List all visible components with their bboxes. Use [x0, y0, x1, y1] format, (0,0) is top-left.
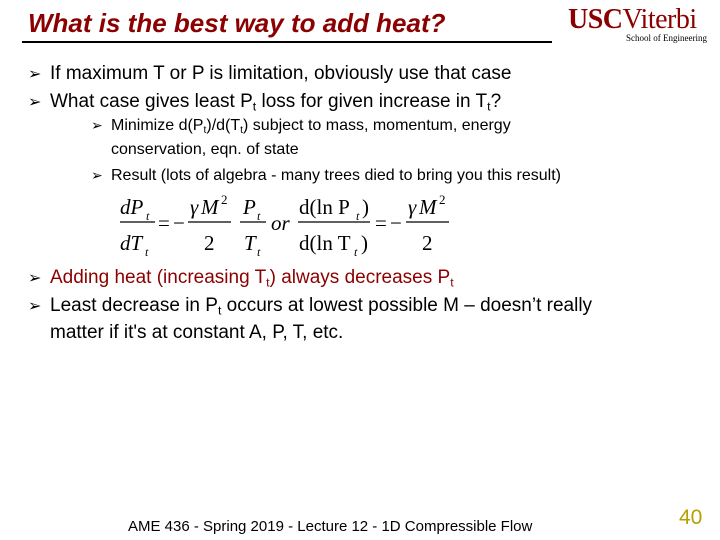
- bullet-2: [28, 91, 501, 114]
- sub-bullet-1-a: Minimize d(P: [111, 117, 204, 134]
- eq-sub-t: t: [257, 245, 261, 259]
- logo-wordmark: [568, 4, 697, 36]
- logo-school: School of Engineering: [626, 33, 707, 43]
- sub-bullet-1-sub1: t: [203, 125, 207, 137]
- eq-sq: 2: [221, 192, 228, 207]
- logo-usc: USC: [568, 4, 623, 35]
- bullet-4-sub: t: [217, 303, 222, 318]
- eq-den-dT: dT: [120, 231, 143, 255]
- bullet-4-a: Least decrease in P: [50, 295, 218, 316]
- eq-M: M: [201, 195, 219, 219]
- eq-T: T: [244, 231, 256, 255]
- bullet-4: [28, 295, 592, 318]
- usc-viterbi-logo: [568, 4, 713, 44]
- bullet-2-pre: What case gives least P: [50, 91, 253, 112]
- eq-two: 2: [204, 231, 215, 255]
- bullet-2-post: ?: [490, 91, 502, 112]
- bullet-1: [28, 63, 511, 85]
- eq-two: 2: [422, 231, 433, 255]
- bullet-2-sub1: t: [252, 99, 257, 114]
- sub-bullet-1-b: )/d(T: [206, 117, 241, 134]
- bullet-4-line-2: matter if it's at constant A, P, T, etc.: [50, 322, 344, 343]
- eq-gamma: γ: [190, 195, 199, 219]
- sub-bullet-2: [91, 167, 561, 185]
- title-underline: [22, 41, 552, 43]
- eq-close: ): [361, 231, 368, 255]
- arrow-bullet-icon: ➢: [28, 66, 42, 83]
- eq-dlnT: d(ln T: [299, 231, 351, 255]
- arrow-bullet-icon: ➢: [28, 94, 42, 111]
- eq-sub-t: t: [354, 245, 358, 259]
- eq-or: or: [271, 211, 290, 235]
- bullet-1-text: If maximum T or P is limitation, obviously use that case: [50, 63, 512, 84]
- eq-minus: −: [173, 211, 185, 235]
- logo-viterbi: Viterbi: [622, 4, 697, 35]
- sub-bullet-1-line-2: conservation, eqn. of state: [111, 141, 299, 158]
- bullet-2-mid: loss for given increase in T: [256, 91, 488, 112]
- bullet-2-sub2: t: [487, 99, 491, 114]
- eq-sub-t: t: [146, 209, 150, 223]
- eq-sub-t: t: [257, 209, 261, 223]
- sub-bullet-1: [91, 117, 511, 136]
- sub-bullet-1-c: ) subject to mass, momentum, energy: [243, 117, 511, 134]
- arrow-bullet-icon: ➢: [28, 298, 42, 315]
- arrow-bullet-icon: ➢: [91, 117, 103, 133]
- eq-sub-t: t: [356, 209, 360, 223]
- bullet-3-sub1: t: [266, 275, 270, 290]
- eq-gamma: γ: [408, 195, 417, 219]
- eq-minus: −: [390, 211, 402, 235]
- page-title: What is the best way to add heat?: [28, 8, 446, 38]
- footer-text: AME 436 - Spring 2019 - Lecture 12 - 1D Compressible Flow: [128, 518, 533, 535]
- eq-num-dP: dP: [120, 195, 144, 219]
- eq-sub-t: t: [145, 245, 149, 259]
- eq-equals: =: [158, 211, 170, 235]
- bullet-4-b: occurs at lowest possible M – doesn’t really: [221, 295, 593, 316]
- sub-bullet-1-sub2: t: [240, 125, 244, 137]
- bullet-3: [28, 267, 454, 290]
- bullet-3-sub2: t: [450, 275, 454, 290]
- eq-close: ): [362, 195, 369, 219]
- eq-sq: 2: [439, 192, 446, 207]
- arrow-bullet-icon: ➢: [91, 167, 103, 183]
- sub-bullet-2-text: Result (lots of algebra - many trees died to bring you this result): [111, 167, 561, 184]
- bullet-3-mid: ) always decreases P: [269, 267, 451, 288]
- bullet-3-pre: Adding heat (increasing T: [50, 267, 267, 288]
- eq-P: P: [243, 195, 256, 219]
- arrow-bullet-icon: ➢: [28, 270, 42, 287]
- page-number: 40: [679, 506, 703, 529]
- equation: [118, 188, 468, 260]
- eq-dlnP: d(ln P: [299, 195, 350, 219]
- eq-equals: =: [375, 211, 387, 235]
- eq-M: M: [419, 195, 437, 219]
